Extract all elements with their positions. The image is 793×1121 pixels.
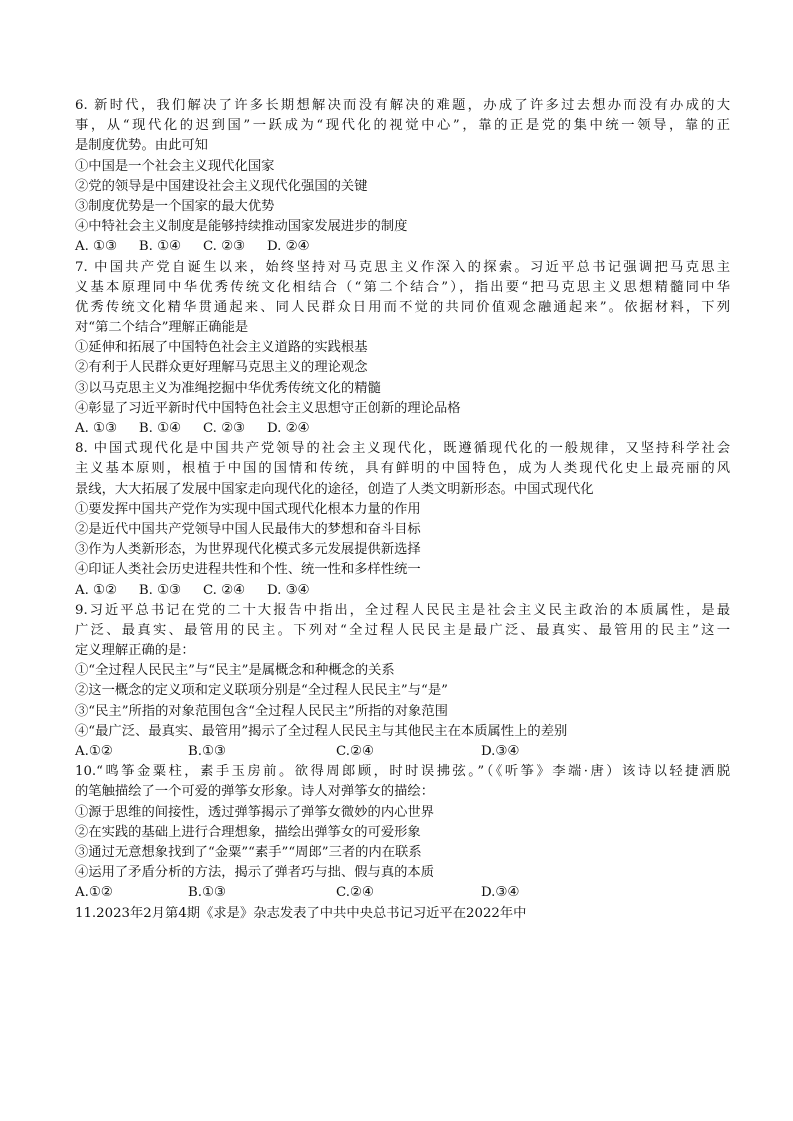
question-7-stem-line-2: 义基本原理同中华优秀传统文化相结合（“第二个结合”），指出要“把马克思主义思想精髓同中华	[75, 279, 730, 295]
question-10-statement-4: ④运用了矛盾分析的方法，揭示了弹者巧与拙、假与真的本质	[75, 865, 435, 881]
question-6-option-d[interactable]: D. ②④	[266, 239, 310, 255]
question-10-stem-line-2: 的笔触描绘了一个可爱的弹筝女形象。诗人对弹筝女的描绘：	[75, 784, 435, 800]
question-10-options	[75, 883, 730, 903]
question-9-statement-3: ③“民主”所指的对象范围包含“全过程人民民主”所指的对象范围	[75, 703, 448, 719]
question-9	[75, 601, 730, 763]
question-7-statement-2: ②有利于人民群众更好理解马克思主义的理论观念	[75, 360, 368, 376]
question-8-statement-3: ③作为人类新形态，为世界现代化模式多元发展提供新选择	[75, 542, 421, 558]
question-10-option-d[interactable]: D.③④	[481, 885, 520, 901]
question-7-statement-4: ④彰显了习近平新时代中国特色社会主义思想守正创新的理论品格	[75, 400, 461, 416]
question-6-statement-4: ④中特社会主义制度是能够持续推动国家发展进步的制度	[75, 219, 408, 235]
question-7-stem-line-4: 对“第二个结合”理解正确能是	[75, 320, 249, 336]
question-10-statement-2: ②在实践的基础上进行合理想象，描绘出弹筝女的可爱形象	[75, 824, 421, 840]
question-6-stem-line-2: 事，从“现代化的迟到国”一跃成为“现代化的视觉中心”，靠的正是党的集中统一领导，靠的正	[75, 118, 730, 134]
question-8-statement-2: ②是近代中国共产党领导中国人民最伟大的梦想和奋斗目标	[75, 521, 421, 537]
question-6-option-a[interactable]: A. ①③	[75, 239, 117, 255]
question-9-stem-line-1: 9.习近平总书记在党的二十大报告中指出，全过程人民民主是社会主义民主政治的本质属性，是最	[75, 602, 730, 618]
question-9-stem-line-3: 定义理解正确的是：	[75, 643, 195, 659]
question-7-statement-1: ①延伸和拓展了中国特色社会主义道路的实践根基	[75, 340, 368, 356]
question-7	[75, 258, 730, 440]
question-6-stem-line-3: 是制度优势。由此可知	[75, 138, 208, 154]
question-10	[75, 762, 730, 903]
question-7-option-c[interactable]: C. ②③	[202, 421, 245, 436]
question-6	[75, 96, 730, 258]
question-9-statement-2: ②这一概念的定义项和定义联项分别是“全过程人民民主”与“是”	[75, 683, 448, 699]
question-8-option-c[interactable]: C. ②④	[202, 582, 245, 598]
question-9-statement-4: ④“最广泛、最真实、最管用”揭示了全过程人民民主与其他民主在本质属性上的差别	[75, 723, 568, 739]
question-8-stem-line-3: 景线，大大拓展了发展中国家走向现代化的途径，创造了人类文明新形态。中国式现代化	[75, 481, 594, 497]
question-6-options	[75, 237, 730, 257]
question-9-stem-line-2: 广泛、最真实、最管用的民主。下列对“全过程人民民主是最广泛、最真实、最管用的民主”这一	[75, 622, 730, 638]
question-10-option-c[interactable]: C.②④	[336, 885, 374, 901]
question-8-option-d[interactable]: D. ③④	[266, 582, 310, 598]
question-page	[75, 96, 730, 924]
question-7-options	[75, 419, 730, 439]
question-11-stem-line-1: 11.2023年2月第4期《求是》杂志发表了中共中央总书记习近平在2022年中	[75, 905, 527, 921]
question-9-option-d[interactable]: D.③④	[481, 744, 520, 759]
question-6-statement-3: ③制度优势是一个国家的最大优势	[75, 198, 275, 214]
question-8-stem-line-1: 8. 中国式现代化是中国共产党领导的社会主义现代化，既遵循现代化的一般规律，又坚持科学社会	[75, 441, 730, 457]
question-11	[75, 904, 730, 924]
question-10-option-a[interactable]: A.①②	[75, 885, 113, 901]
question-8-stem-line-2: 主义基本原则，根植于中国的国情和传统，具有鲜明的中国特色，成为人类现代化史上最亮丽的风	[75, 461, 730, 477]
question-8-options	[75, 581, 730, 601]
question-6-statement-1: ①中国是一个社会主义现代化国家	[75, 158, 275, 174]
question-8	[75, 439, 730, 601]
question-10-statement-3: ③通过无意想象找到了“金粟”“素手”“周郎”三者的内在联系	[75, 844, 422, 860]
question-10-statement-1: ①源于思维的间接性，透过弹筝揭示了弹筝女微妙的内心世界	[75, 804, 435, 820]
question-9-option-b[interactable]: B.①③	[188, 744, 226, 759]
question-6-statement-2: ②党的领导是中国建设社会主义现代化强国的关键	[75, 178, 368, 194]
question-6-option-c[interactable]: C. ②③	[202, 239, 245, 255]
question-8-option-a[interactable]: A. ①②	[75, 582, 117, 598]
question-7-stem-line-1: 7. 中国共产党自诞生以来，始终坚持对马克思主义作深入的探索。习近平总书记强调把马克思主	[75, 259, 730, 275]
question-10-stem-line-1: 10.“鸣筝金粟柱，素手玉房前。欲得周郎顾，时时误拂弦。”（《听筝》李端·唐）该诗以轻捷洒脱	[75, 764, 730, 780]
question-8-statement-1: ①要发挥中国共产党作为实现中国式现代化根本力量的作用	[75, 501, 421, 517]
question-8-statement-4: ④印证人类社会历史进程共性和个性、统一性和多样性统一	[75, 562, 421, 578]
question-7-option-d[interactable]: D. ②④	[266, 421, 310, 436]
question-9-option-a[interactable]: A.①②	[75, 744, 113, 759]
question-7-option-b[interactable]: B. ①④	[138, 421, 181, 436]
question-9-statement-1: ①“全过程人民民主”与“民主”是属概念和种概念的关系	[75, 663, 395, 679]
question-6-option-b[interactable]: B. ①④	[138, 239, 181, 255]
question-9-options	[75, 742, 730, 762]
question-8-option-b[interactable]: B. ①③	[138, 582, 181, 598]
question-7-option-a[interactable]: A. ①③	[75, 421, 117, 436]
question-6-stem-line-1: 6. 新时代，我们解决了许多长期想解决而没有解决的难题，办成了许多过去想办而没有办成的大	[75, 98, 730, 113]
question-9-option-c[interactable]: C.②④	[336, 744, 374, 759]
question-7-statement-3: ③以马克思主义为准绳挖掘中华优秀传统文化的精髓	[75, 380, 381, 396]
question-7-stem-line-3: 优秀传统文化精华贯通起来、同人民群众日用而不觉的共同价值观念融通起来”。依据材料，下列	[75, 299, 730, 315]
question-10-option-b[interactable]: B.①③	[188, 885, 226, 901]
